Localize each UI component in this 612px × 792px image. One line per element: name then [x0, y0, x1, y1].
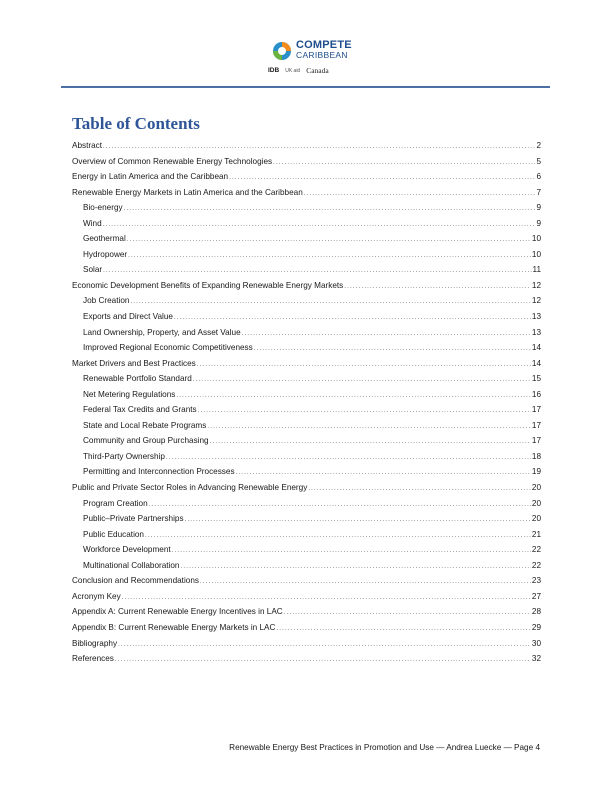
toc-entry[interactable] [72, 340, 541, 356]
toc-dot-leader [176, 389, 531, 405]
toc-entry-page[interactable]: 32 [531, 654, 541, 664]
toc-entry-page[interactable]: 13 [531, 312, 541, 322]
toc-dot-leader [124, 202, 536, 218]
toc-entry-page[interactable]: 14 [531, 343, 541, 353]
toc-entry-page[interactable]: 9 [536, 203, 541, 213]
toc-dot-leader [193, 373, 531, 389]
toc-entry[interactable] [72, 449, 541, 465]
toc-dot-leader [118, 638, 531, 654]
toc-entry-label[interactable]: Public and Private Sector Roles in Advancing Renewable Energy [72, 483, 308, 493]
toc-entry-label[interactable]: Exports and Direct Value [83, 312, 173, 322]
toc-dot-leader [127, 233, 531, 249]
toc-dot-leader [210, 435, 531, 451]
toc-entry-page[interactable]: 17 [531, 405, 541, 415]
toc-entry-page[interactable]: 10 [531, 249, 541, 259]
toc-entry-label[interactable]: Public–Private Partnerships [83, 514, 184, 524]
toc-entry-label[interactable]: Appendix A: Current Renewable Energy Incentives in LAC [72, 607, 283, 617]
toc-entry[interactable] [72, 651, 541, 667]
toc-entry-page[interactable]: 10 [531, 234, 541, 244]
toc-entry[interactable] [72, 154, 541, 170]
toc-dot-leader [128, 249, 531, 265]
logo-text-compete: COMPETE [296, 39, 352, 51]
toc-dot-leader [242, 327, 531, 343]
header-divider [61, 86, 550, 88]
page-footer: Renewable Energy Best Practices in Promotion and Use — Andrea Luecke — Page 4 [229, 743, 540, 752]
toc-entry-page[interactable]: 30 [531, 638, 541, 648]
toc-entry-page[interactable]: 17 [531, 420, 541, 430]
toc-entry-label[interactable]: Market Drivers and Best Practices [72, 358, 196, 368]
toc-entry[interactable] [72, 464, 541, 480]
canada-logo-text: Canada [306, 66, 329, 75]
toc-entry[interactable] [72, 387, 541, 403]
toc-entry-label[interactable]: Job Creation [83, 296, 130, 306]
toc-dot-leader [115, 653, 531, 669]
partner-logos [268, 66, 360, 75]
toc-entry-label[interactable]: Economic Development Benefits of Expanding Renewable Energy Markets [72, 280, 344, 290]
toc-title: Table of Contents [72, 114, 200, 133]
toc-entry[interactable] [72, 604, 541, 620]
toc-entry-page[interactable]: 22 [531, 560, 541, 570]
toc-entry-page[interactable]: 18 [531, 451, 541, 461]
toc-entry-label[interactable]: Renewable Portfolio Standard [83, 374, 192, 384]
toc-entry-page[interactable]: 27 [531, 591, 541, 601]
toc-entry[interactable] [72, 293, 541, 309]
toc-entry-page[interactable]: 6 [536, 172, 541, 182]
toc-entry[interactable] [72, 309, 541, 325]
toc-entry-page[interactable]: 11 [532, 265, 541, 275]
toc-dot-leader [284, 606, 531, 622]
toc-entry-label[interactable]: Geothermal [83, 234, 126, 244]
toc-dot-leader [273, 156, 535, 172]
toc-list [72, 138, 541, 667]
toc-entry[interactable] [72, 278, 541, 294]
toc-dot-leader [197, 358, 531, 374]
toc-entry-page[interactable]: 16 [531, 389, 541, 399]
toc-dot-leader [304, 187, 536, 203]
toc-entry[interactable] [72, 620, 541, 636]
toc-entry-label[interactable]: Community and Group Purchasing [83, 436, 209, 446]
toc-entry-page[interactable]: 2 [536, 141, 541, 150]
toc-dot-leader [200, 575, 531, 591]
toc-dot-leader [254, 342, 531, 358]
toc-dot-leader [149, 498, 531, 514]
toc-entry-label[interactable]: Program Creation [83, 498, 148, 508]
toc-entry[interactable] [72, 558, 541, 574]
toc-entry-label[interactable]: State and Local Rebate Programs [83, 420, 207, 430]
toc-entry-label[interactable]: Solar [83, 265, 103, 275]
toc-entry[interactable] [72, 418, 541, 434]
toc-entry-page[interactable]: 23 [531, 576, 541, 586]
toc-entry-label[interactable]: Hydropower [83, 249, 128, 259]
toc-entry[interactable] [72, 402, 541, 418]
toc-entry[interactable] [72, 542, 541, 558]
toc-entry[interactable] [72, 589, 541, 605]
toc-entry-page[interactable]: 22 [531, 545, 541, 555]
toc-dot-leader [198, 404, 531, 420]
compete-caribbean-logo [258, 36, 358, 80]
toc-entry-label[interactable]: Energy in Latin America and the Caribbean [72, 172, 229, 182]
toc-entry[interactable] [72, 636, 541, 652]
toc-entry-label[interactable]: Wind [83, 218, 102, 228]
toc-entry-label[interactable]: Federal Tax Credits and Grants [83, 405, 197, 415]
toc-entry-page[interactable]: 13 [531, 327, 541, 337]
toc-dot-leader [308, 482, 531, 498]
toc-entry-label[interactable]: Abstract [72, 141, 103, 150]
toc-entry-page[interactable]: 20 [531, 514, 541, 524]
toc-dot-leader [207, 420, 531, 436]
logo-text-caribbean: CARIBBEAN [296, 50, 348, 60]
toc-entry-page[interactable]: 7 [536, 187, 541, 197]
toc-entry[interactable] [72, 169, 541, 185]
toc-entry-page[interactable]: 14 [531, 358, 541, 368]
toc-dot-leader [172, 544, 531, 560]
toc-entry-label[interactable]: Conclusion and Recommendations [72, 576, 199, 586]
toc-entry-label[interactable]: Land Ownership, Property, and Asset Value [83, 327, 241, 337]
toc-entry[interactable] [72, 511, 541, 527]
toc-dot-leader [344, 280, 531, 296]
toc-dot-leader [276, 622, 530, 638]
toc-entry[interactable] [72, 356, 541, 372]
toc-entry-label[interactable]: Third-Party Ownership [83, 451, 165, 461]
toc-entry[interactable] [72, 185, 541, 201]
toc-entry[interactable] [72, 231, 541, 247]
toc-entry[interactable] [72, 325, 541, 341]
toc-dot-leader [185, 513, 531, 529]
toc-entry-label[interactable]: Net Metering Regulations [83, 389, 176, 399]
toc-entry-page[interactable]: 21 [531, 529, 541, 539]
compete-caribbean-emblem-icon [272, 41, 292, 61]
toc-entry-page[interactable]: 17 [531, 436, 541, 446]
toc-entry[interactable] [72, 371, 541, 387]
toc-entry-label[interactable]: Improved Regional Economic Competitiveness [83, 343, 253, 353]
toc-dot-leader [181, 560, 531, 576]
toc-entry-page[interactable]: 19 [531, 467, 541, 477]
toc-entry[interactable] [72, 573, 541, 589]
toc-entry-page[interactable]: 12 [531, 296, 541, 306]
toc-entry-label[interactable]: Bio-energy [83, 203, 123, 213]
toc-entry[interactable] [72, 247, 541, 263]
toc-entry-page[interactable]: 5 [536, 156, 541, 166]
toc-entry-page[interactable]: 12 [531, 280, 541, 290]
toc-entry[interactable] [72, 480, 541, 496]
toc-entry-label[interactable]: References [72, 654, 114, 664]
toc-entry[interactable] [72, 216, 541, 232]
toc-dot-leader [130, 295, 530, 311]
toc-entry-page[interactable]: 28 [531, 607, 541, 617]
toc-entry-label[interactable]: Acronym Key [72, 591, 121, 601]
toc-entry-label[interactable]: Multinational Collaboration [83, 560, 180, 570]
toc-dot-leader [145, 529, 531, 545]
toc-dot-leader [103, 218, 536, 234]
toc-entry-page[interactable]: 15 [531, 374, 541, 384]
idb-logo-text: IDB [268, 67, 280, 74]
toc-entry-label[interactable]: Permitting and Interconnection Processes [83, 467, 235, 477]
toc-entry[interactable] [72, 138, 541, 154]
toc-entry-page[interactable]: 29 [531, 622, 541, 632]
toc-entry[interactable] [72, 433, 541, 449]
toc-entry-page[interactable]: 9 [536, 218, 541, 228]
ukaid-logo-text: UK aid [285, 67, 301, 74]
toc-entry-page[interactable]: 20 [531, 498, 541, 508]
toc-entry-label[interactable]: Workforce Development [83, 545, 171, 555]
toc-entry[interactable] [72, 200, 541, 216]
toc-entry-label[interactable]: Appendix B: Current Renewable Energy Markets in LAC [72, 622, 276, 632]
toc-entry-label[interactable]: Overview of Common Renewable Energy Technologies [72, 156, 273, 166]
toc-entry-label[interactable]: Bibliography [72, 638, 118, 648]
toc-entry-page[interactable]: 20 [531, 483, 541, 493]
toc-entry[interactable] [72, 496, 541, 512]
toc-entry-label[interactable]: Renewable Energy Markets in Latin America and the Caribbean [72, 187, 303, 197]
toc-entry[interactable] [72, 262, 541, 278]
toc-entry-label[interactable]: Public Education [83, 529, 144, 539]
toc-entry[interactable] [72, 527, 541, 543]
